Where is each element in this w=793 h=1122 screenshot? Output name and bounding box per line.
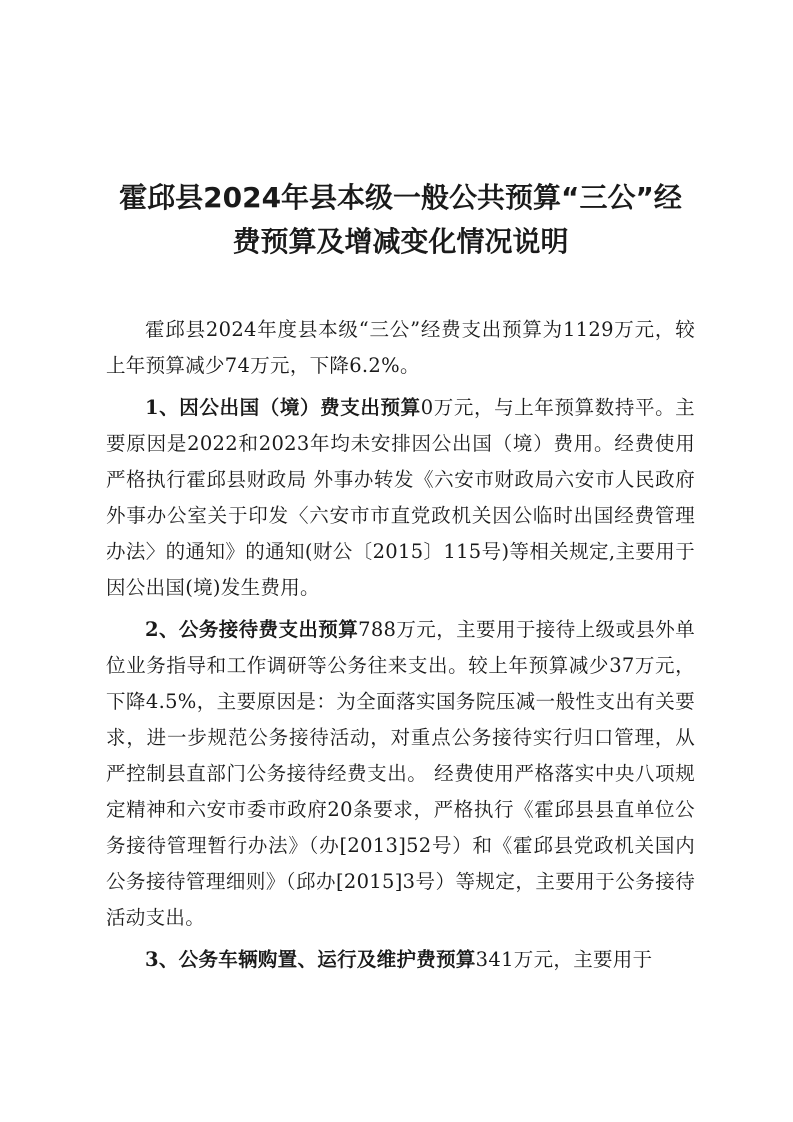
- title-line-1: 霍邱县2024年县本级一般公共预算“三公”经: [119, 181, 682, 214]
- section-text-1: 0万元，与上年预算数持平。主要原因是2022和2023年均未安排因公出国（境）费用。经费使用严格执行霍邱县财政局 外事办转发《六安市财政局六安市人民政府外事办公室关于印发〈六安市市直党政机关因公临时出国经费管理办法〉的通知》的通知(财公〔2015〕115号)等相关规定,主要用于因公出国(境)发生费用。: [106, 396, 695, 599]
- section-text-2: 788万元，主要用于接待上级或县外单位业务指导和工作调研等公务往来支出。较上年预算减少37万元，下降4.5%，主要原因是：为全面落实国务院压减一般性支出有关要求，进一步规范公务接待活动，对重点公务接待实行归口管理，从严控制县直部门公务接待经费支出。 经费使用严格落实中央八项规定精神和六安市委市政府20条要求，严格执行《霍邱县县直单位公务接待管理暂行办法》（办[2013]52号）和《霍邱县党政机关国内公务接待管理细则》（邱办[2015]3号）等规定，主要用于公务接待活动支出。: [106, 618, 695, 929]
- section-paragraph-2: [106, 612, 695, 936]
- title-line-2: 费预算及增减变化情况说明: [232, 225, 569, 258]
- section-paragraph-1: [106, 390, 695, 606]
- section-paragraph-3: [106, 942, 695, 978]
- section-heading-1: 1、因公出国（境）费支出预算: [145, 396, 421, 419]
- intro-paragraph: 霍邱县2024年度县本级“三公”经费支出预算为1129万元，较上年预算减少74万元，下降6.2%。: [106, 318, 695, 377]
- section-heading-2: 2、公务接待费支出预算: [145, 618, 359, 641]
- document-title: [106, 176, 695, 264]
- section-text-3: 341万元，主要用于: [475, 948, 653, 971]
- section-heading-3: 3、公务车辆购置、运行及维护费预算: [145, 948, 476, 971]
